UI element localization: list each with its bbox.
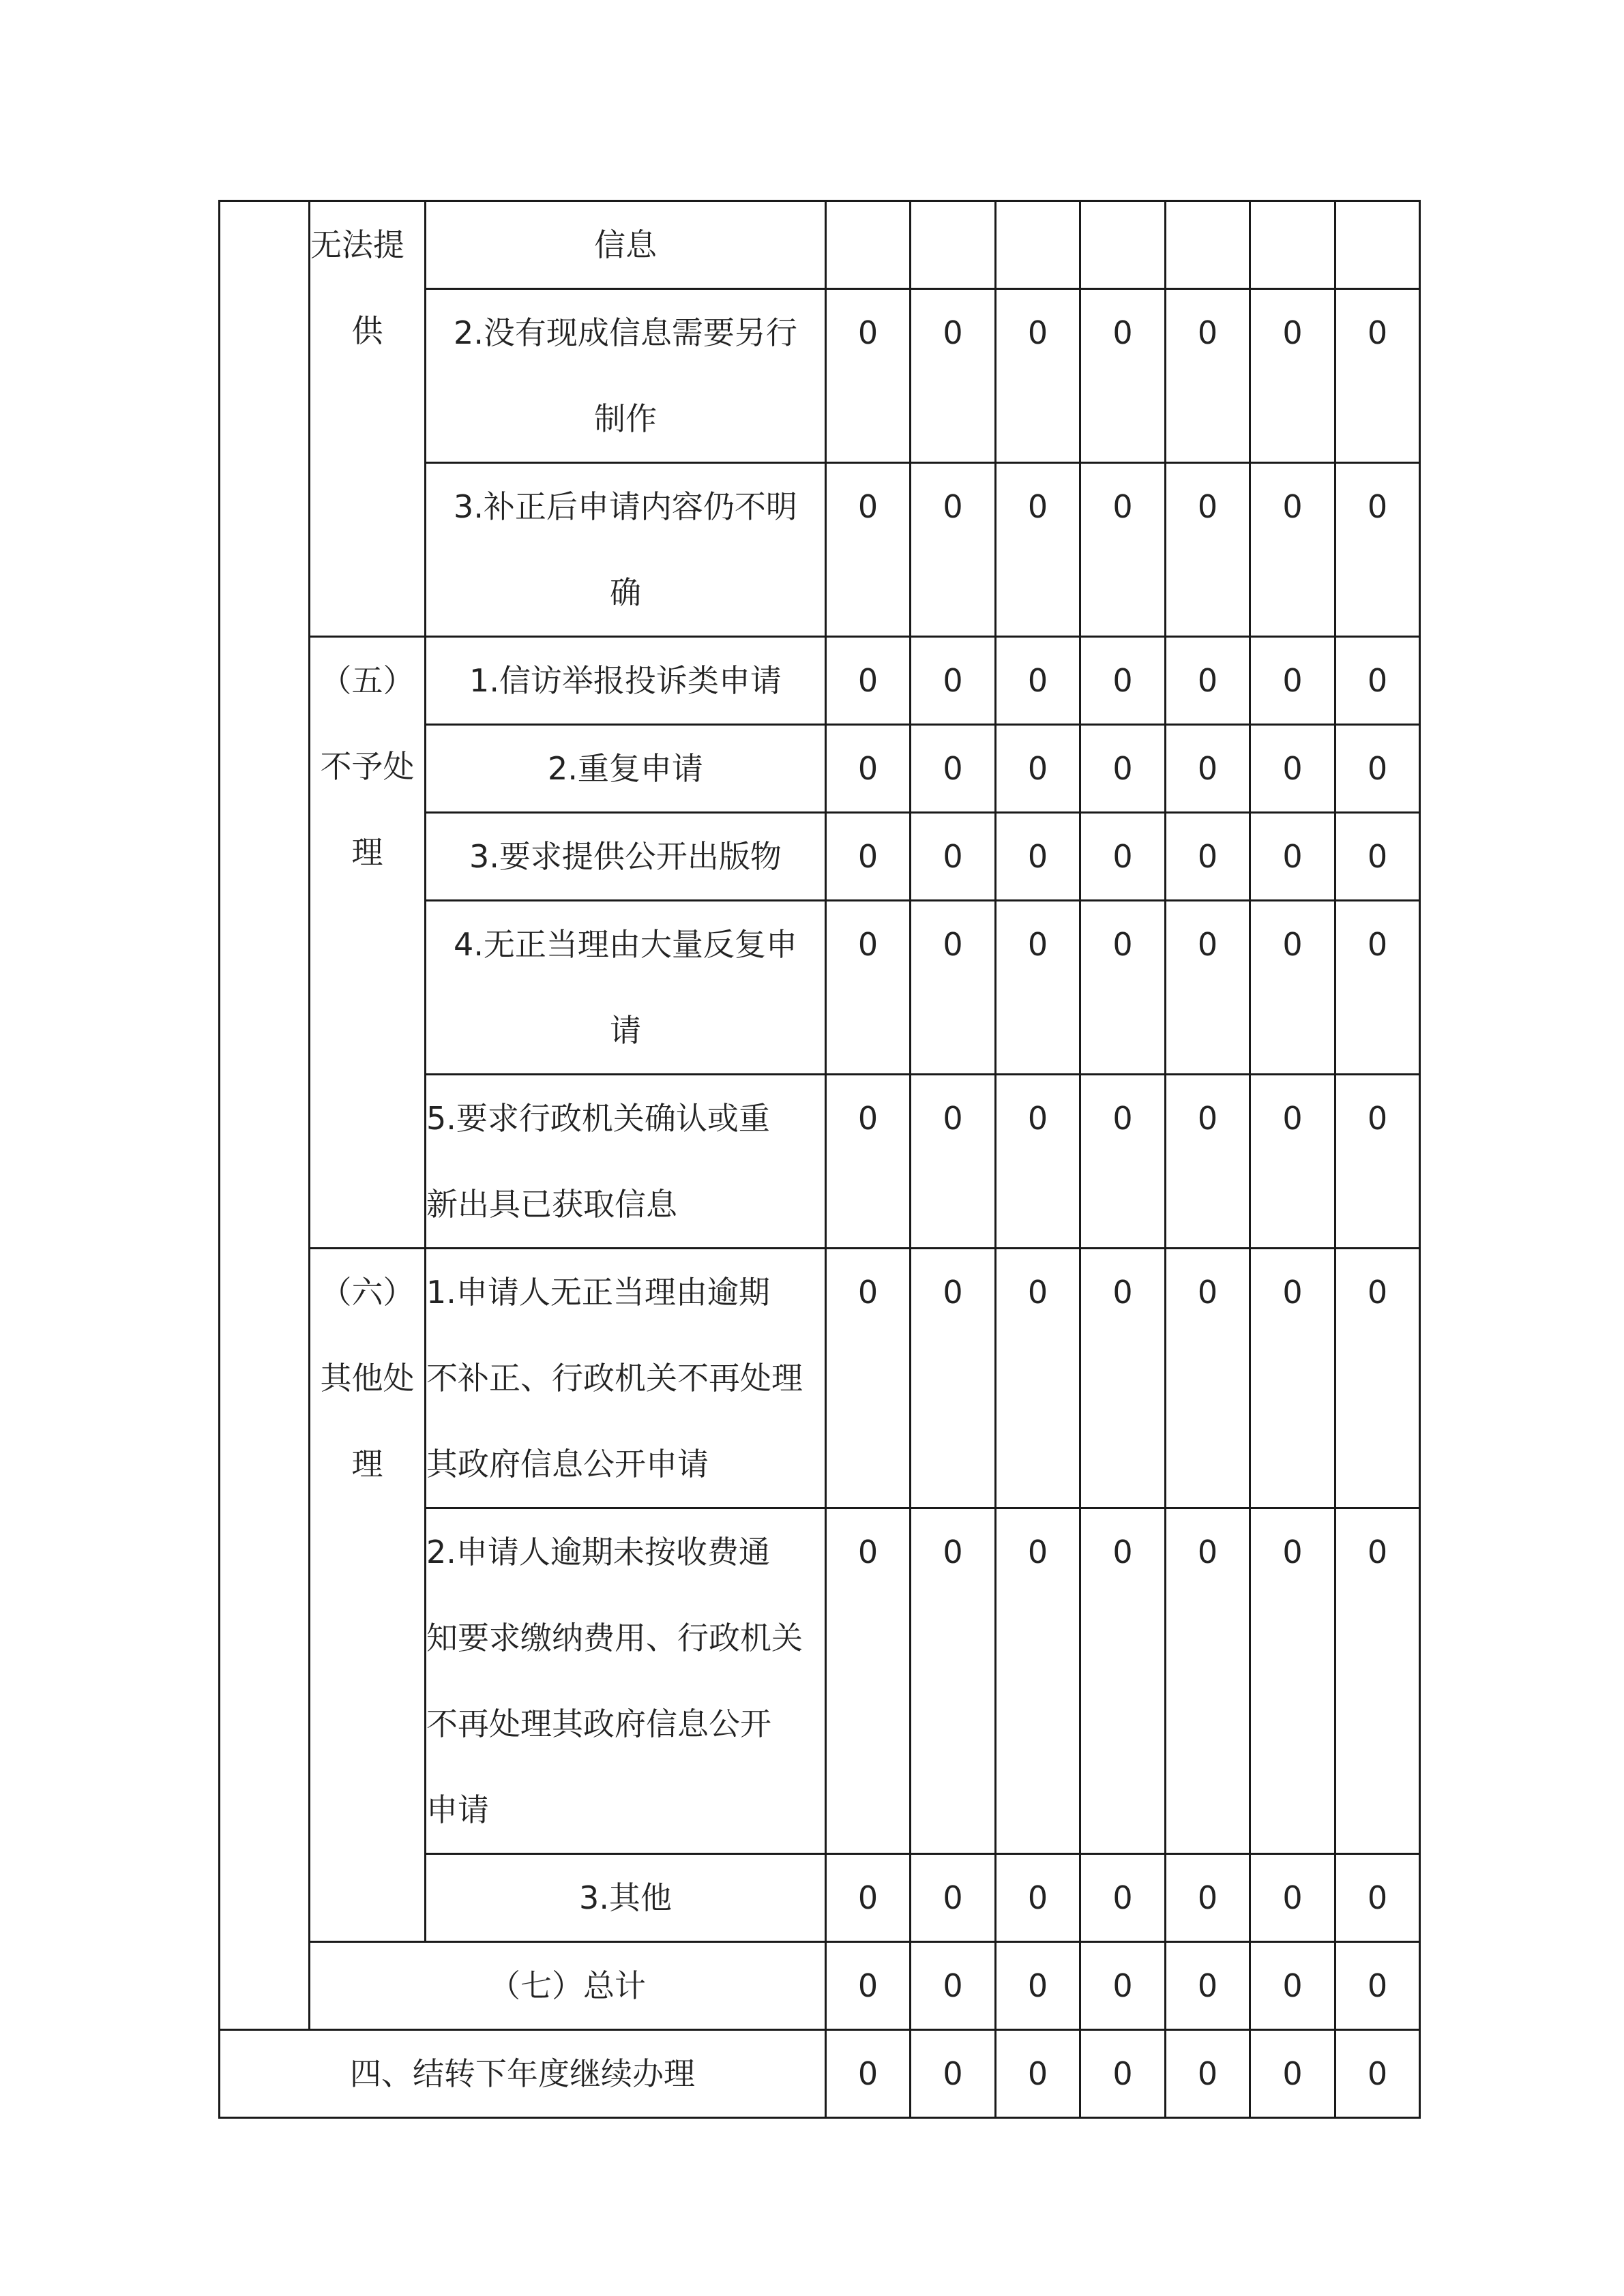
item-cell xyxy=(426,1249,826,1508)
item-cell xyxy=(426,1854,826,1942)
table-row xyxy=(220,637,1420,725)
item-text: 1.信访举报投诉类申请 xyxy=(469,662,782,699)
value-cell xyxy=(1080,201,1166,289)
value-cell: 0 xyxy=(1080,813,1166,901)
value-cell: 0 xyxy=(1080,2030,1166,2118)
value-cell: 0 xyxy=(1080,1508,1166,1854)
category-text: （六） xyxy=(320,1274,415,1311)
value-cell: 0 xyxy=(1166,289,1250,463)
item-cell xyxy=(426,901,826,1075)
category-text: 供 xyxy=(351,312,383,349)
value-cell: 0 xyxy=(1080,901,1166,1075)
value-cell: 0 xyxy=(1166,1075,1250,1249)
value-cell: 0 xyxy=(1080,1249,1166,1508)
value-cell: 0 xyxy=(996,1075,1080,1249)
value-cell: 0 xyxy=(1166,725,1250,813)
value-cell: 0 xyxy=(1166,813,1250,901)
value-cell: 0 xyxy=(996,1508,1080,1854)
item-text: 申请 xyxy=(426,1791,489,1828)
item-text: 3.其他 xyxy=(579,1879,672,1916)
category-cell-not-processed xyxy=(310,637,426,1249)
value-cell: 0 xyxy=(1166,1508,1250,1854)
value-cell: 0 xyxy=(1166,901,1250,1075)
item-text: 确 xyxy=(610,574,641,611)
value-cell xyxy=(911,201,996,289)
value-cell: 0 xyxy=(1250,813,1335,901)
item-text: 请 xyxy=(610,1012,641,1049)
value-cell xyxy=(826,201,911,289)
item-text: 2.重复申请 xyxy=(548,750,703,787)
value-cell: 0 xyxy=(1080,1942,1166,2030)
item-cell xyxy=(426,1075,826,1249)
item-text: 2.没有现成信息需要另行 xyxy=(454,314,797,351)
value-cell: 0 xyxy=(1250,901,1335,1075)
item-cell xyxy=(426,201,826,289)
value-cell xyxy=(996,201,1080,289)
value-cell: 0 xyxy=(911,1249,996,1508)
category-cell-cannot-provide xyxy=(310,201,426,637)
item-cell xyxy=(426,813,826,901)
item-text: 其政府信息公开申请 xyxy=(426,1446,709,1482)
value-cell xyxy=(1166,201,1250,289)
value-cell: 0 xyxy=(826,1508,911,1854)
value-cell: 0 xyxy=(996,289,1080,463)
category-cell-other-processing xyxy=(310,1249,426,1942)
value-cell: 0 xyxy=(1250,1508,1335,1854)
value-cell: 0 xyxy=(996,2030,1080,2118)
value-cell: 0 xyxy=(826,1249,911,1508)
value-cell: 0 xyxy=(1335,463,1420,637)
value-cell: 0 xyxy=(1080,637,1166,725)
item-text: 知要求缴纳费用、行政机关 xyxy=(426,1620,803,1656)
value-cell: 0 xyxy=(1166,1249,1250,1508)
item-text: 3.要求提供公开出版物 xyxy=(469,838,782,875)
value-cell: 0 xyxy=(1166,1942,1250,2030)
value-cell: 0 xyxy=(1335,813,1420,901)
value-cell: 0 xyxy=(826,725,911,813)
category-text: 其他处 xyxy=(320,1360,415,1397)
item-text: 1.申请人无正当理由逾期 xyxy=(426,1274,770,1311)
item-cell xyxy=(426,463,826,637)
value-cell: 0 xyxy=(1250,2030,1335,2118)
value-cell: 0 xyxy=(1335,1854,1420,1942)
value-cell: 0 xyxy=(911,813,996,901)
value-cell: 0 xyxy=(1080,289,1166,463)
value-cell: 0 xyxy=(911,1854,996,1942)
value-cell: 0 xyxy=(911,2030,996,2118)
value-cell: 0 xyxy=(1335,1508,1420,1854)
value-cell: 0 xyxy=(826,463,911,637)
value-cell: 0 xyxy=(1250,637,1335,725)
item-text: 新出具已获取信息 xyxy=(426,1186,677,1223)
value-cell: 0 xyxy=(1166,1854,1250,1942)
item-text: 信息 xyxy=(594,226,657,263)
value-cell: 0 xyxy=(1250,1075,1335,1249)
value-cell: 0 xyxy=(1166,2030,1250,2118)
value-cell: 0 xyxy=(1250,1249,1335,1508)
value-cell: 0 xyxy=(1166,637,1250,725)
value-cell: 0 xyxy=(911,901,996,1075)
item-cell xyxy=(426,725,826,813)
value-cell: 0 xyxy=(911,1942,996,2030)
carryover-label: 四、结转下年度继续办理 xyxy=(220,2030,826,2118)
item-text: 制作 xyxy=(594,400,657,437)
value-cell: 0 xyxy=(911,1508,996,1854)
value-cell xyxy=(1250,201,1335,289)
value-cell: 0 xyxy=(1080,463,1166,637)
value-cell: 0 xyxy=(1335,725,1420,813)
value-cell: 0 xyxy=(996,463,1080,637)
value-cell: 0 xyxy=(911,463,996,637)
statistics-table xyxy=(218,200,1421,2119)
outer-blank-cell xyxy=(220,201,310,2030)
value-cell: 0 xyxy=(1250,463,1335,637)
value-cell: 0 xyxy=(826,2030,911,2118)
value-cell: 0 xyxy=(826,637,911,725)
value-cell: 0 xyxy=(996,901,1080,1075)
item-text: 不补正、行政机关不再处理 xyxy=(426,1360,803,1397)
carryover-row xyxy=(220,2030,1420,2118)
value-cell: 0 xyxy=(1250,725,1335,813)
value-cell: 0 xyxy=(1335,1942,1420,2030)
value-cell: 0 xyxy=(826,901,911,1075)
item-text: 3.补正后申请内容仍不明 xyxy=(454,488,797,525)
value-cell: 0 xyxy=(1335,901,1420,1075)
value-cell: 0 xyxy=(911,725,996,813)
value-cell: 0 xyxy=(1335,1075,1420,1249)
item-cell xyxy=(426,637,826,725)
value-cell: 0 xyxy=(1335,1249,1420,1508)
category-text: 不予处 xyxy=(320,748,415,785)
subtotal-label: （七）总计 xyxy=(310,1942,826,2030)
item-cell xyxy=(426,1508,826,1854)
value-cell xyxy=(1335,201,1420,289)
value-cell: 0 xyxy=(826,1075,911,1249)
value-cell: 0 xyxy=(1080,1854,1166,1942)
value-cell: 0 xyxy=(911,1075,996,1249)
value-cell: 0 xyxy=(826,1942,911,2030)
value-cell: 0 xyxy=(1080,725,1166,813)
value-cell: 0 xyxy=(911,637,996,725)
item-text: 5.要求行政机关确认或重 xyxy=(426,1100,770,1137)
value-cell: 0 xyxy=(1335,637,1420,725)
value-cell: 0 xyxy=(996,813,1080,901)
value-cell: 0 xyxy=(1250,1854,1335,1942)
item-text: 4.无正当理由大量反复申 xyxy=(454,926,797,963)
value-cell: 0 xyxy=(996,637,1080,725)
category-text: 理 xyxy=(351,834,383,871)
value-cell: 0 xyxy=(996,1854,1080,1942)
value-cell: 0 xyxy=(826,1854,911,1942)
value-cell: 0 xyxy=(1166,463,1250,637)
item-text: 不再处理其政府信息公开 xyxy=(426,1705,771,1742)
value-cell: 0 xyxy=(1335,289,1420,463)
table-row xyxy=(220,201,1420,289)
value-cell: 0 xyxy=(996,1249,1080,1508)
table-row xyxy=(220,1249,1420,1508)
item-cell xyxy=(426,289,826,463)
category-text: 理 xyxy=(351,1446,383,1482)
value-cell: 0 xyxy=(911,289,996,463)
value-cell: 0 xyxy=(826,813,911,901)
subtotal-row xyxy=(220,1942,1420,2030)
category-text: 无法提 xyxy=(310,226,404,263)
value-cell: 0 xyxy=(826,289,911,463)
category-text: （五） xyxy=(320,662,415,699)
value-cell: 0 xyxy=(996,1942,1080,2030)
value-cell: 0 xyxy=(1335,2030,1420,2118)
item-text: 2.申请人逾期未按收费通 xyxy=(426,1534,770,1570)
value-cell: 0 xyxy=(1250,1942,1335,2030)
value-cell: 0 xyxy=(996,725,1080,813)
value-cell: 0 xyxy=(1080,1075,1166,1249)
value-cell: 0 xyxy=(1250,289,1335,463)
